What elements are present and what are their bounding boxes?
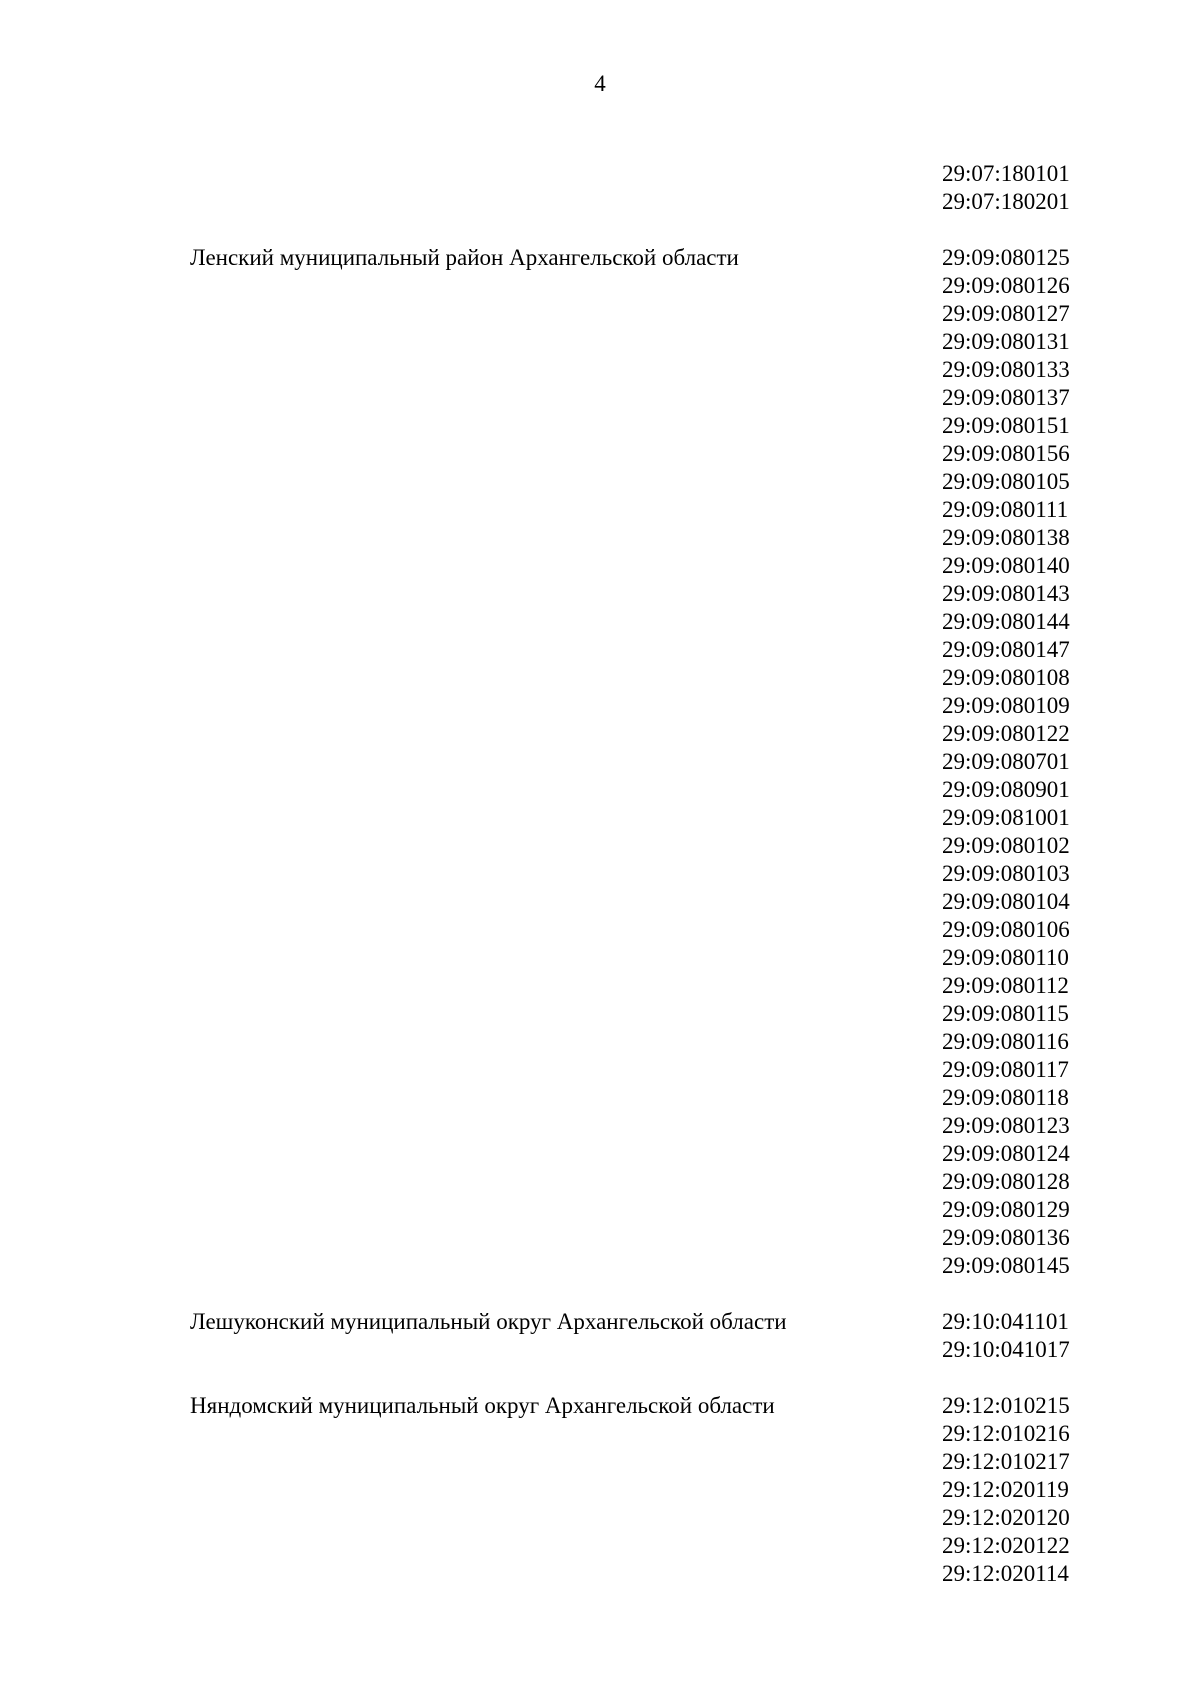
cadastral-code: 29:09:080137 [942, 385, 1070, 410]
cadastral-code: 29:09:080140 [942, 553, 1070, 578]
cadastral-code: 29:09:080144 [942, 609, 1070, 634]
cadastral-code: 29:12:010217 [942, 1449, 1070, 1474]
cadastral-code: 29:09:080131 [942, 329, 1070, 354]
cadastral-code: 29:12:010216 [942, 1421, 1070, 1446]
cadastral-code-list [942, 1392, 1090, 1588]
cadastral-code: 29:09:080156 [942, 441, 1070, 466]
district-section [190, 244, 1090, 1280]
district-section [190, 1308, 1090, 1364]
cadastral-code: 29:09:080115 [942, 1001, 1069, 1026]
cadastral-code: 29:09:080901 [942, 777, 1070, 802]
cadastral-code: 29:12:010215 [942, 1393, 1070, 1418]
cadastral-code: 29:12:020120 [942, 1505, 1070, 1530]
cadastral-code: 29:10:041017 [942, 1337, 1070, 1362]
district-name: Ленский муниципальный район Архангельской области [190, 245, 739, 270]
cadastral-code-list [942, 244, 1090, 1280]
cadastral-code: 29:09:080126 [942, 273, 1070, 298]
cadastral-code: 29:09:080136 [942, 1225, 1070, 1250]
cadastral-code: 29:09:080129 [942, 1197, 1070, 1222]
cadastral-code: 29:10:041101 [942, 1309, 1069, 1334]
cadastral-code: 29:09:080701 [942, 749, 1070, 774]
cadastral-code: 29:09:080138 [942, 525, 1070, 550]
cadastral-code: 29:09:080122 [942, 721, 1070, 746]
district-section [190, 1392, 1090, 1588]
district-section [190, 160, 1090, 216]
cadastral-code: 29:07:180201 [942, 189, 1070, 214]
cadastral-code: 29:09:080143 [942, 581, 1070, 606]
cadastral-code: 29:07:180101 [942, 161, 1070, 186]
cadastral-code-list [942, 1308, 1090, 1364]
cadastral-code: 29:09:080147 [942, 637, 1070, 662]
cadastral-code: 29:09:080106 [942, 917, 1070, 942]
cadastral-code: 29:09:080103 [942, 861, 1070, 886]
district-name: Няндомский муниципальный округ Архангельской области [190, 1393, 775, 1418]
cadastral-code: 29:09:080125 [942, 245, 1070, 270]
cadastral-code: 29:09:080151 [942, 413, 1070, 438]
cadastral-code: 29:09:080133 [942, 357, 1070, 382]
cadastral-code: 29:09:080123 [942, 1113, 1070, 1138]
cadastral-code: 29:09:080112 [942, 973, 1069, 998]
cadastral-code: 29:09:080104 [942, 889, 1070, 914]
cadastral-code: 29:09:080128 [942, 1169, 1070, 1194]
cadastral-code: 29:09:080111 [942, 497, 1069, 522]
cadastral-code: 29:09:080118 [942, 1085, 1069, 1110]
cadastral-code: 29:09:080117 [942, 1057, 1069, 1082]
cadastral-code: 29:09:080105 [942, 469, 1070, 494]
cadastral-code: 29:12:020122 [942, 1533, 1070, 1558]
district-name: Лешуконский муниципальный округ Архангельской области [190, 1309, 787, 1334]
cadastral-code: 29:12:020119 [942, 1477, 1069, 1502]
cadastral-code: 29:12:020114 [942, 1561, 1069, 1586]
page-number: 4 [594, 71, 606, 96]
document-body [190, 144, 1090, 1604]
cadastral-code: 29:09:080108 [942, 665, 1070, 690]
cadastral-code: 29:09:080127 [942, 301, 1070, 326]
cadastral-code: 29:09:080145 [942, 1253, 1070, 1278]
cadastral-code: 29:09:080109 [942, 693, 1070, 718]
cadastral-code: 29:09:080124 [942, 1141, 1070, 1166]
cadastral-code: 29:09:081001 [942, 805, 1070, 830]
cadastral-code-list [942, 160, 1090, 216]
cadastral-code: 29:09:080102 [942, 833, 1070, 858]
cadastral-code: 29:09:080116 [942, 1029, 1069, 1054]
cadastral-code: 29:09:080110 [942, 945, 1069, 970]
